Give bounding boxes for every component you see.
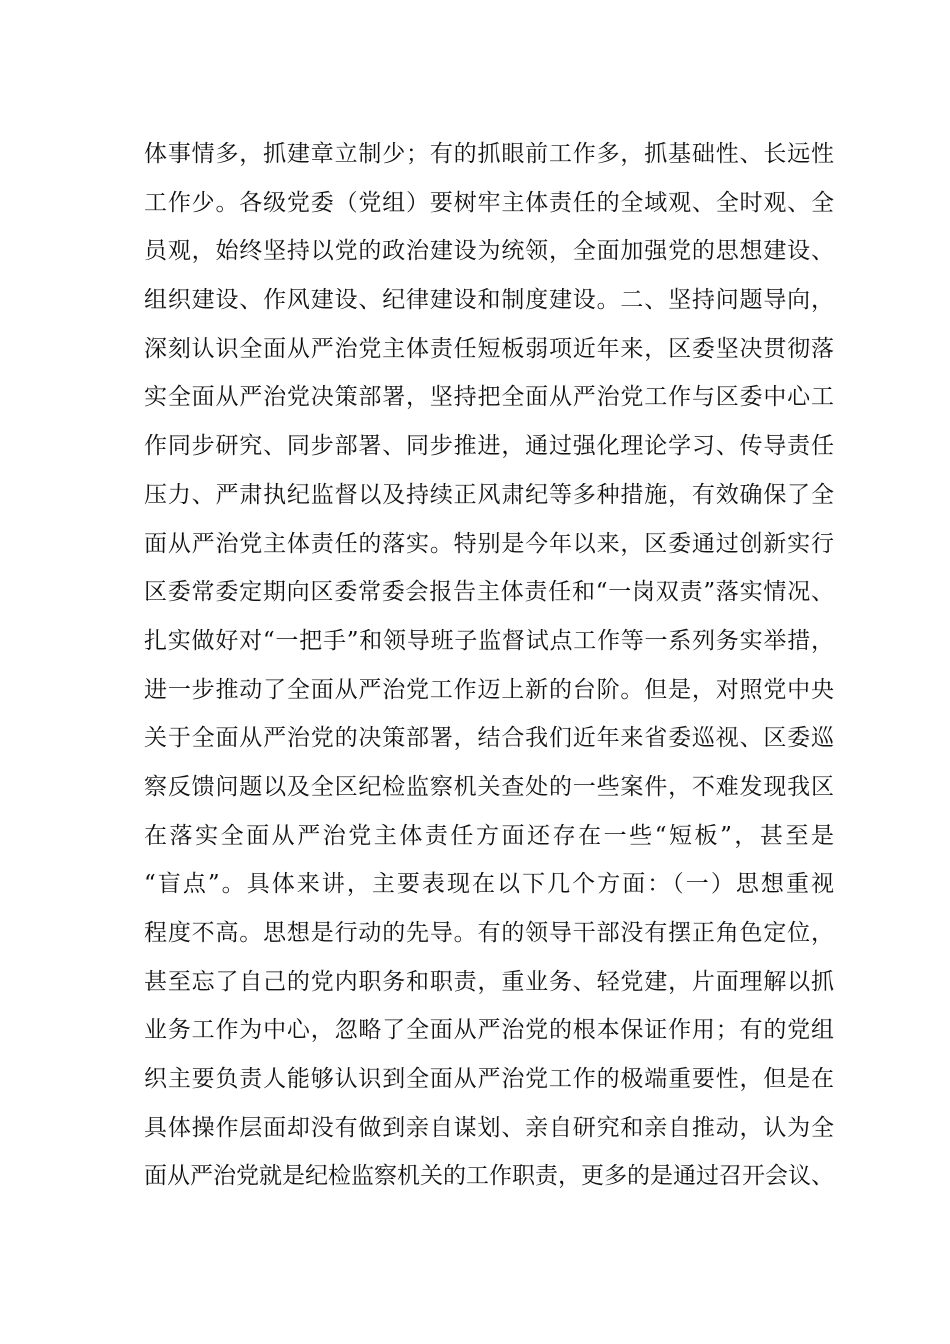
text-line: 体事情多，抓建章立制少；有的抓眼前工作多，抓基础性、长远性 xyxy=(144,141,834,167)
text-line: 深刻认识全面从严治党主体责任短板弱项近年来，区委坚决贯彻落 xyxy=(144,335,834,362)
text-line: 组织建设、作风建设、纪律建设和制度建设。二、坚持问题导向， xyxy=(144,287,834,314)
text-line: 面从严治党就是纪检监察机关的工作职责，更多的是通过召开会议、 xyxy=(144,1163,834,1190)
body-text xyxy=(144,130,834,1201)
text-line: 扎实做好对“一把手”和领导班子监督试点工作等一系列务实举措， xyxy=(144,627,834,654)
text-line: 甚至忘了自己的党内职务和职责，重业务、轻党建，片面理解以抓 xyxy=(144,968,834,995)
text-line: 察反馈问题以及全区纪检监察机关查处的一些案件，不难发现我区 xyxy=(144,773,834,800)
text-line: 作同步研究、同步部署、同步推进，通过强化理论学习、传导责任 xyxy=(144,433,834,460)
text-line: 压力、严肃执纪监督以及持续正风肃纪等多种措施，有效确保了全 xyxy=(144,481,834,508)
text-line: 织主要负责人能够认识到全面从严治党工作的极端重要性，但是在 xyxy=(144,1066,834,1093)
text-line: 程度不高。思想是行动的先导。有的领导干部没有摆正角色定位， xyxy=(144,920,834,946)
text-line: 员观，始终坚持以党的政治建设为统领，全面加强党的思想建设、 xyxy=(144,238,834,265)
text-line: 面从严治党主体责任的落实。特别是今年以来，区委通过创新实行 xyxy=(144,530,834,557)
text-line: 在落实全面从严治党主体责任方面还存在一些“短板”，甚至是 xyxy=(144,822,834,849)
text-line: 进一步推动了全面从严治党工作迈上新的台阶。但是，对照党中央 xyxy=(144,676,834,703)
text-line: 区委常委定期向区委常委会报告主体责任和“一岗双责”落实情况、 xyxy=(144,579,834,606)
text-line: 关于全面从严治党的决策部署，结合我们近年来省委巡视、区委巡 xyxy=(144,725,834,752)
text-line: 实全面从严治党决策部署，坚持把全面从严治党工作与区委中心工 xyxy=(144,384,834,411)
text-line: “盲点”。具体来讲，主要表现在以下几个方面：（一）思想重视 xyxy=(144,871,834,898)
text-line: 业务工作为中心，忽略了全面从严治党的根本保证作用；有的党组 xyxy=(144,1017,834,1044)
text-line: 具体操作层面却没有做到亲自谋划、亲自研究和亲自推动，认为全 xyxy=(144,1114,834,1141)
text-line: 工作少。各级党委（党组）要树牢主体责任的全域观、全时观、全 xyxy=(144,189,834,216)
